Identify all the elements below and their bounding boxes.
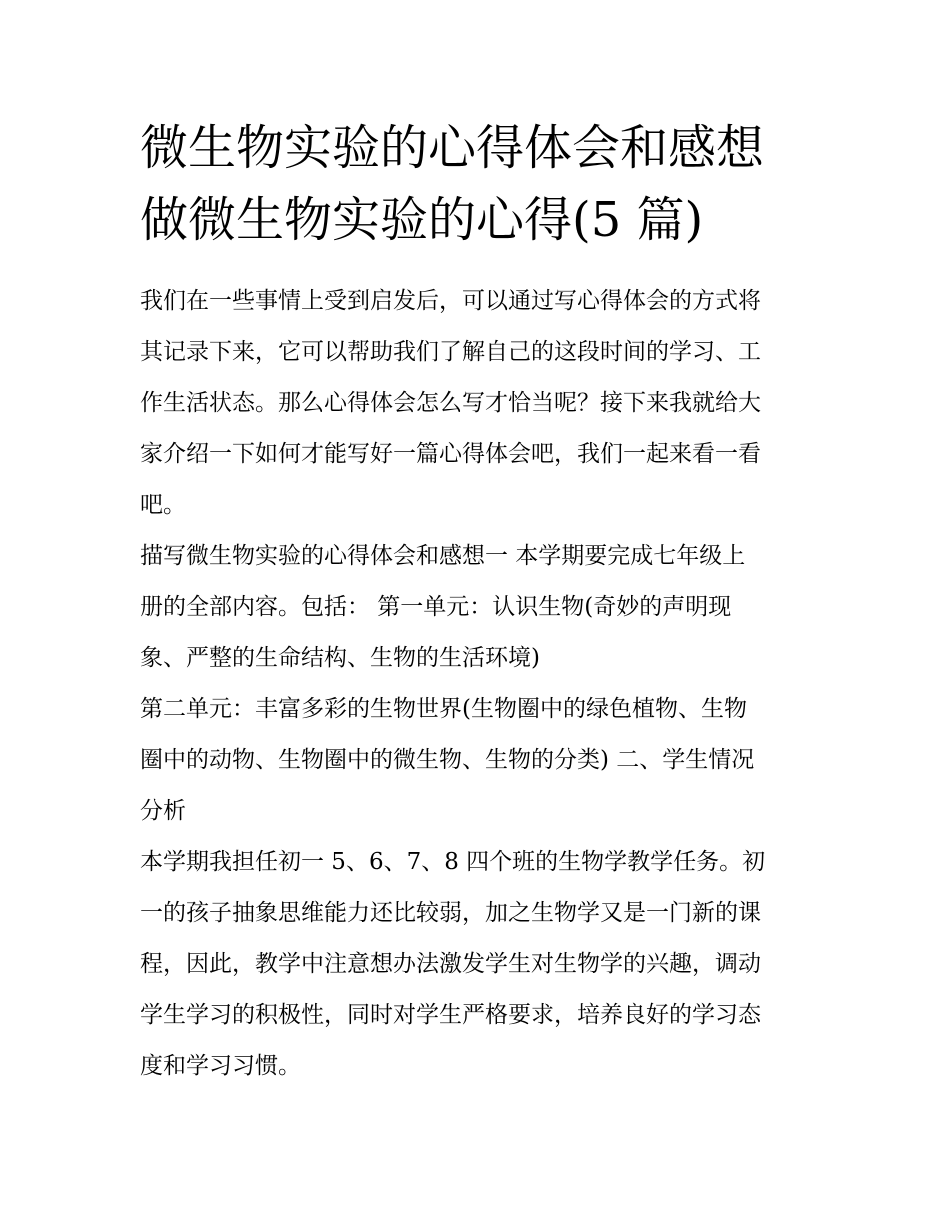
- document-body: [140, 276, 820, 1092]
- text-line: 作生活状态。那么心得体会怎么写才恰当呢？接下来我就给大: [140, 390, 761, 416]
- paragraph-student-analysis: [140, 837, 820, 1092]
- text-line: 我们在一些事情上受到启发后，可以通过写心得体会的方式将: [140, 288, 761, 314]
- text-line: 象、严整的生命结构、生物的生活环境): [140, 645, 540, 671]
- text-line: 册的全部内容。包括： 第一单元：认识生物(奇妙的声明现: [140, 594, 732, 620]
- text-line: 第二单元：丰富多彩的生物世界(生物圈中的绿色植物、生物: [140, 696, 747, 722]
- text-line: 学生学习的积极性，同时对学生严格要求，培养良好的学习态: [140, 1002, 761, 1028]
- title-line: 微生物实验的心得体会和感想: [140, 120, 765, 176]
- text-line: 度和学习习惯。: [140, 1053, 301, 1079]
- text-line: 吧。: [140, 492, 186, 518]
- text-line: 程，因此，教学中注意想办法激发学生对生物学的兴趣，调动: [140, 951, 761, 977]
- paragraph-intro: [140, 276, 820, 531]
- text-line: 圈中的动物、生物圈中的微生物、生物的分类) 二、学生情况: [140, 747, 755, 773]
- paragraph-section-one: [140, 531, 820, 684]
- text-line: 本学期我担任初一 5、6、7、8 四个班的生物学教学任务。初: [140, 849, 766, 875]
- document-title: [140, 112, 820, 256]
- text-line: 描写微生物实验的心得体会和感想一 本学期要完成七年级上: [140, 543, 746, 569]
- text-line: 分析: [140, 798, 186, 824]
- text-line: 家介绍一下如何才能写好一篇心得体会吧，我们一起来看一看: [140, 441, 761, 467]
- paragraph-unit-two: [140, 684, 820, 837]
- title-line: 做微生物实验的心得(5 篇): [140, 192, 704, 248]
- text-line: 其记录下来，它可以帮助我们了解自己的这段时间的学习、工: [140, 339, 761, 365]
- text-line: 一的孩子抽象思维能力还比较弱，加之生物学又是一门新的课: [140, 900, 761, 926]
